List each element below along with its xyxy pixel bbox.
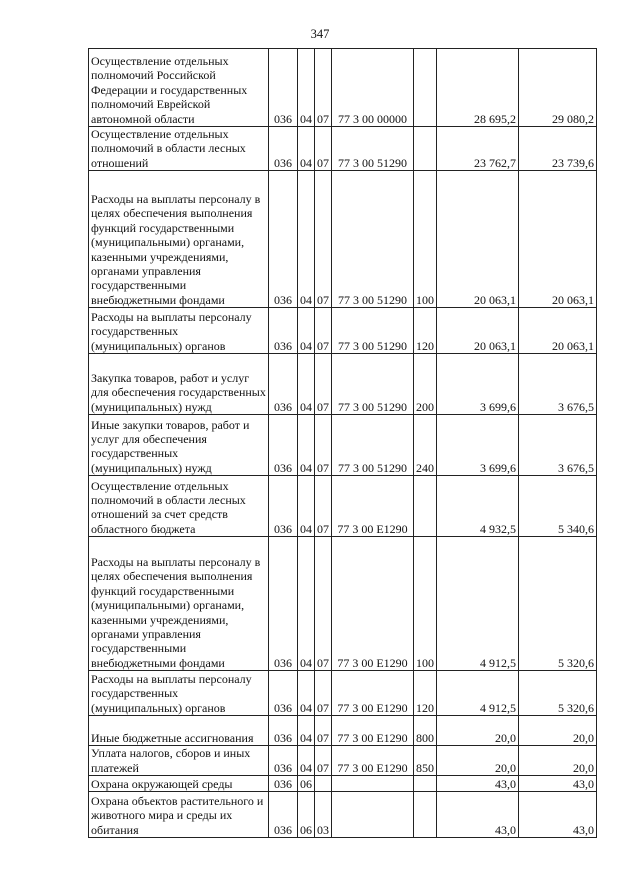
table-row	[89, 49, 597, 127]
row-name: Расходы на выплаты персоналу в целях обеспечения выполнения функций государственными (муниципальными) органами, казенными учреждениями, органами управления государственными внебюджетными фондами	[89, 537, 269, 671]
amount-2: 23 739,6	[519, 127, 597, 171]
code-ved: 036	[269, 746, 298, 776]
amount-2: 43,0	[519, 776, 597, 792]
code-rz: 04	[298, 354, 315, 415]
code-pr: 07	[315, 476, 332, 537]
code-pr: 07	[315, 49, 332, 127]
table-row	[89, 308, 597, 354]
code-vr	[414, 127, 437, 171]
code-cs: 77 3 00 51290	[332, 415, 414, 476]
code-ved: 036	[269, 308, 298, 354]
amount-1: 3 699,6	[437, 354, 519, 415]
amount-1: 3 699,6	[437, 415, 519, 476]
amount-2: 5 320,6	[519, 671, 597, 716]
code-ved: 036	[269, 354, 298, 415]
code-pr: 07	[315, 415, 332, 476]
code-pr: 07	[315, 716, 332, 746]
table-row	[89, 792, 597, 838]
table-row	[89, 776, 597, 792]
table-row	[89, 127, 597, 171]
row-name: Иные бюджетные ассигнования	[89, 716, 269, 746]
amount-2: 20 063,1	[519, 308, 597, 354]
code-rz: 04	[298, 476, 315, 537]
amount-1: 20 063,1	[437, 308, 519, 354]
code-cs: 77 3 00 00000	[332, 49, 414, 127]
code-ved: 036	[269, 792, 298, 838]
amount-2: 3 676,5	[519, 354, 597, 415]
code-rz: 04	[298, 308, 315, 354]
row-name: Уплата налогов, сборов и иных платежей	[89, 746, 269, 776]
code-vr: 100	[414, 171, 437, 308]
table-row	[89, 476, 597, 537]
code-vr	[414, 49, 437, 127]
row-name: Иные закупки товаров, работ и услуг для обеспечения государственных (муниципальных) нужд	[89, 415, 269, 476]
amount-1: 20,0	[437, 746, 519, 776]
code-ved: 036	[269, 671, 298, 716]
code-cs: 77 3 00 Е1290	[332, 671, 414, 716]
code-rz: 04	[298, 671, 315, 716]
code-rz: 04	[298, 49, 315, 127]
table-row	[89, 537, 597, 671]
code-vr	[414, 476, 437, 537]
code-vr	[414, 792, 437, 838]
amount-1: 4 912,5	[437, 537, 519, 671]
amount-1: 23 762,7	[437, 127, 519, 171]
code-rz: 04	[298, 537, 315, 671]
code-rz: 06	[298, 792, 315, 838]
code-cs: 77 3 00 51290	[332, 171, 414, 308]
code-pr: 07	[315, 671, 332, 716]
code-cs: 77 3 00 Е1290	[332, 746, 414, 776]
amount-2: 20,0	[519, 716, 597, 746]
code-pr: 07	[315, 308, 332, 354]
code-vr: 100	[414, 537, 437, 671]
table-row	[89, 354, 597, 415]
amount-2: 5 320,6	[519, 537, 597, 671]
amount-1: 28 695,2	[437, 49, 519, 127]
amount-1: 4 932,5	[437, 476, 519, 537]
code-rz: 04	[298, 746, 315, 776]
code-pr: 07	[315, 171, 332, 308]
code-cs: 77 3 00 51290	[332, 308, 414, 354]
table-row	[89, 415, 597, 476]
code-pr: 07	[315, 127, 332, 171]
amount-2: 3 676,5	[519, 415, 597, 476]
code-cs: 77 3 00 51290	[332, 354, 414, 415]
row-name: Осуществление отдельных полномочий в области лесных отношений	[89, 127, 269, 171]
code-pr: 03	[315, 792, 332, 838]
code-cs: 77 3 00 Е1290	[332, 537, 414, 671]
amount-1: 4 912,5	[437, 671, 519, 716]
code-vr: 850	[414, 746, 437, 776]
amount-2: 5 340,6	[519, 476, 597, 537]
code-rz: 06	[298, 776, 315, 792]
row-name: Закупка товаров, работ и услуг для обеспечения государственных (муниципальных) нужд	[89, 354, 269, 415]
amount-1: 43,0	[437, 792, 519, 838]
page-number: 347	[310, 27, 330, 41]
code-cs: 77 3 00 Е1290	[332, 476, 414, 537]
code-cs	[332, 776, 414, 792]
table-row	[89, 746, 597, 776]
code-vr: 800	[414, 716, 437, 746]
code-ved: 036	[269, 415, 298, 476]
code-ved: 036	[269, 127, 298, 171]
amount-1: 43,0	[437, 776, 519, 792]
code-cs: 77 3 00 51290	[332, 127, 414, 171]
amount-1: 20 063,1	[437, 171, 519, 308]
code-ved: 036	[269, 537, 298, 671]
table-row	[89, 716, 597, 746]
code-rz: 04	[298, 171, 315, 308]
row-name: Расходы на выплаты персоналу государственных (муниципальных) органов	[89, 671, 269, 716]
row-name: Осуществление отдельных полномочий в области лесных отношений за счет средств областного бюджета	[89, 476, 269, 537]
row-name: Осуществление отдельных полномочий Российской Федерации и государственных полномочий Еврейской автономной области	[89, 49, 269, 127]
code-ved: 036	[269, 716, 298, 746]
code-cs: 77 3 00 Е1290	[332, 716, 414, 746]
code-cs	[332, 792, 414, 838]
code-vr: 200	[414, 354, 437, 415]
row-name: Расходы на выплаты персоналу в целях обеспечения выполнения функций государственными (муниципальными) органами, казенными учреждениями, органами управления государственными внебюджетными фондами	[89, 171, 269, 308]
code-vr: 120	[414, 671, 437, 716]
amount-2: 43,0	[519, 792, 597, 838]
row-name: Расходы на выплаты персоналу государственных (муниципальных) органов	[89, 308, 269, 354]
code-rz: 04	[298, 415, 315, 476]
code-vr: 120	[414, 308, 437, 354]
amount-2: 20,0	[519, 746, 597, 776]
code-pr: 07	[315, 537, 332, 671]
row-name: Охрана объектов растительного и животного мира и среды их обитания	[89, 792, 269, 838]
code-ved: 036	[269, 49, 298, 127]
row-name: Охрана окружающей среды	[89, 776, 269, 792]
code-pr: 07	[315, 354, 332, 415]
code-vr	[414, 776, 437, 792]
code-ved: 036	[269, 171, 298, 308]
code-ved: 036	[269, 776, 298, 792]
table-row	[89, 671, 597, 716]
code-rz: 04	[298, 127, 315, 171]
code-pr: 07	[315, 746, 332, 776]
code-pr	[315, 776, 332, 792]
amount-1: 20,0	[437, 716, 519, 746]
table-row	[89, 171, 597, 308]
amount-2: 20 063,1	[519, 171, 597, 308]
code-rz: 04	[298, 716, 315, 746]
code-vr: 240	[414, 415, 437, 476]
amount-2: 29 080,2	[519, 49, 597, 127]
code-ved: 036	[269, 476, 298, 537]
budget-table	[88, 48, 597, 838]
